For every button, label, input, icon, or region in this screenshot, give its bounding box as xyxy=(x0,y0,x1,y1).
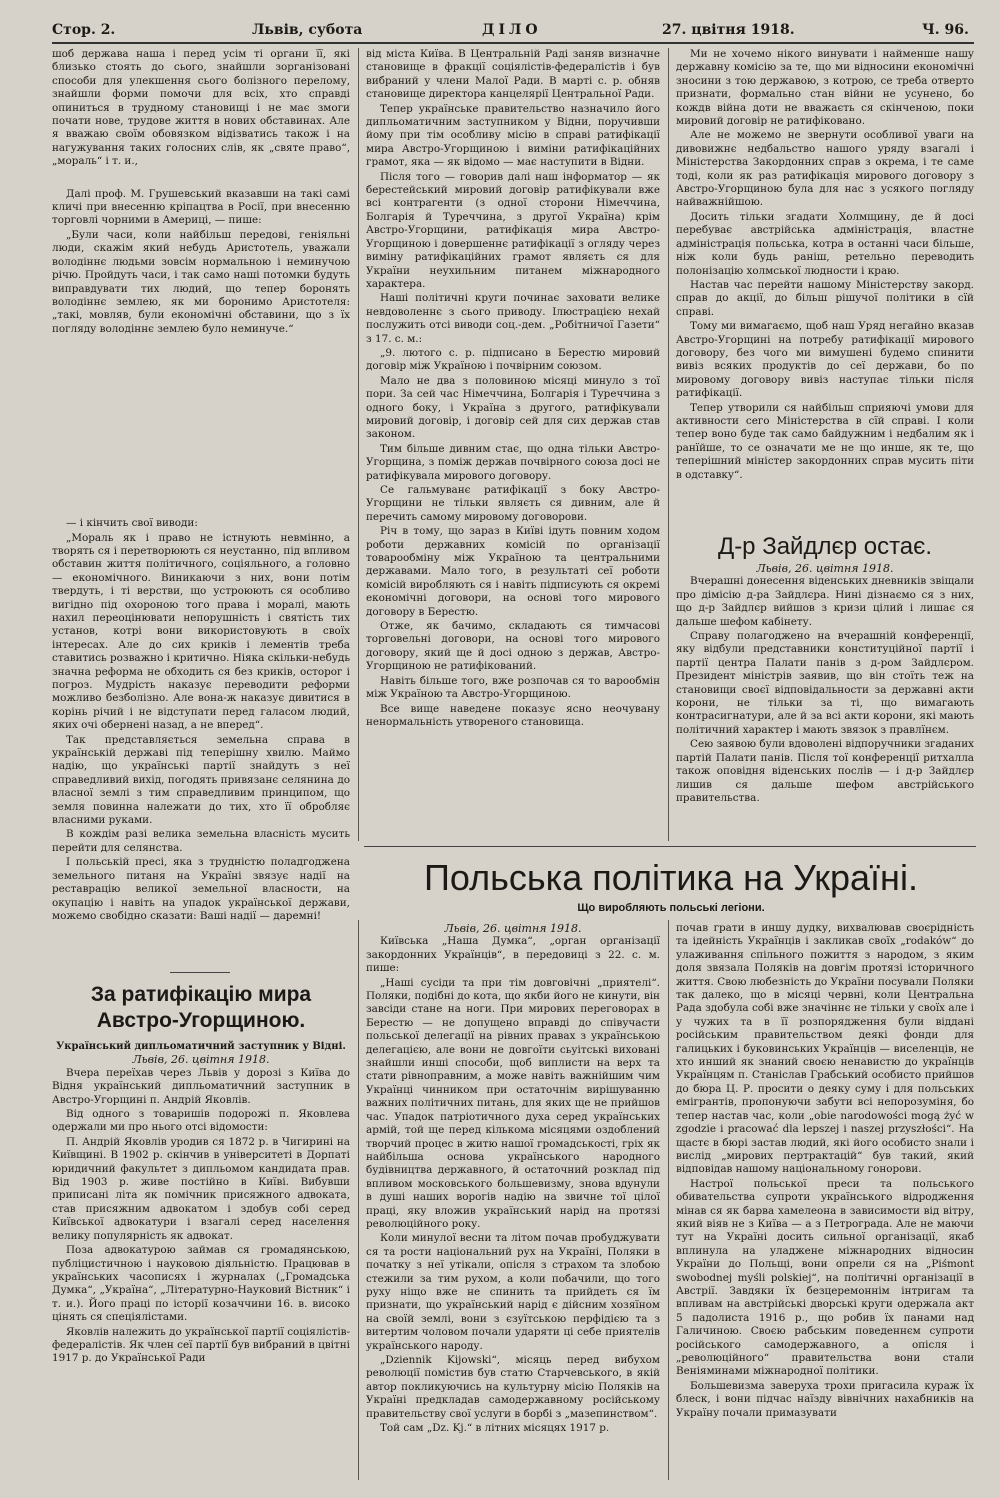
headline-polish-policy: Польська політика на Україні. xyxy=(424,857,918,898)
column-rule xyxy=(358,920,359,1480)
headline-seidler: Д-р Зайдлєр остає. xyxy=(717,533,933,560)
paragraph: Тепер утворили ся найбільш сприяючі умови для активности сего Міністерства в сїй справі. І коли тепер воно буде так само байдужним і недбалим як і ранїйше, то се означати ме не що инше, як те, що теперішний міністер закордонних справ мусить піти в одставку“. xyxy=(676,401,974,481)
column-polish-policy-2 xyxy=(676,922,974,1490)
subhead-ratification: Український дипльоматичний заступник у Відні. xyxy=(56,1041,346,1052)
paragraph: Настрої польської преси та польського обивательства супроти українського відродження мінав ся як барва хамелеона в зависимости від вітру, який віяв не з Київа — а з Петрограда. Але не маючи тут на Україні досить сильної організації, якаб вплинула на уладжене міжнародних відносин України до Польщі, вони опрели ся на „Piśmont swobodnej myśli polskiej“, на політичні організації в Австрії. Завдяки їх безцеремоннім інтригам та впливам на австрійські дворські круги одержала акт 5 падолиста 1916 р., що робив їх панами над Галичиною. Своєю рабським поведеннєм супроти російського самодержавного, а опісля і „революційного“ правительства вони стали Веніяминами міжнародної політики. xyxy=(676,1177,974,1378)
paragraph: „Були часи, коли найбільш передові, геніяльні люди, скажім який небудь Аристотель, уважали володіннє людьми зовсім нормальною і неминучою річю. Пройдуть часи, і так само наші потомки будуть виправдувати тих людий, що тепер боронять володіннє землею, як ми боронимо Аристотеля: „такі, мовляв, були економічні обставини, що з їх погляду володіннє землею було неминуче.“ xyxy=(52,228,350,335)
paragraph: Той сам „Dz. Kj.“ в літних місяцях 1917 р. xyxy=(380,1422,610,1435)
paragraph: „9. лютого с. р. підписано в Берестю мировий договір між Україною і почвірним союзом. xyxy=(366,346,660,373)
paragraph: Київська „Наша Думка“, „орган організації закордонних Українців“, в передовиці з 22. с. м. пише: xyxy=(366,935,660,975)
column-polish-policy-1 xyxy=(366,922,660,1490)
paragraph: Сею заявою були вдоволені відпоручники згаданих партій Палати панів. Після тої конференції ритхалла також оповідня віденських послів — і д-р Зайдлєр лишив ся дальше шефом австрійського правительства. xyxy=(676,738,974,804)
paragraph: Коли минулої весни та літом почав пробуджувати ся та рости національний рух на Україні, Поляки в початку з неї утікали, опісля з страхом та злобою стежили за тим рухом, а коли побачили, що того руху ніщо вже не спинить та прийдеть ся їм признати, що український нарід є дійсним хозяїном на своїй землі, вони з єзуїтською перфідією та з витертим чоловом почали ударяти ці себе приятелів українського народу. xyxy=(366,1232,660,1352)
paragraph: І польській пресі, яка з трудністю поладгоджена земельного питаня на Україні звязує надії на реставрацію великої земельної власности, на окупацію і навіть на упадок української держави, можемо свобідно сказати: Ваші надії — даремні! xyxy=(52,856,350,922)
column-rule xyxy=(668,920,669,1480)
column-rule xyxy=(668,48,669,841)
paragraph: Але не можемо не звернути особливої уваги на дивовижнє недбальство нашого уряду взагалі і Міністерства Закордонних справ з окрема, і те саме тоді, коли як раз ратифікація мирового договору з Австро-Угорщиною була для нас з усякого погляду найважнійшою. xyxy=(676,129,974,209)
paragraph: Річ в тому, що зараз в Київі ідуть повним ходом роботи державних комісій по організації товарообміну між Україною та центральними державами. Мало того, в результаті сеї роботи комісій виробляють ся і навіть підписують ся окремі економічні договори, на основі того мирового договору в Берестю. xyxy=(366,525,660,618)
paragraph: шоб держава наша і перед усім ті органи її, які близько стоять до сього, знайшли зорганізовані способи для улекшення сього болізного перелому, знайшли форми помочи для всіх, хто справді опиниться в трудному становищі і не має змоги почати нове, трудове життя в нових обставинах. Але я вважаю своїм обовязком відізватись також і на нагужування таких голосних слів, як „святе право“, „мораль“ і т. и., xyxy=(52,48,350,168)
paragraph: Вчерашні донесення віденських дневників звіщали про дімісію д-ра Зайдлєра. Нині дізнаємо ся з них, що д-р Зайдлєр вийшов з кризи цілий і лишає ся дальше шефом кабінету. xyxy=(676,575,974,628)
paragraph: „Наші сусіди та при тім довговічні „приятелі“. Поляки, подібні до кота, що якби його не кинути, він завсіди стане на ноги. При мирових переговорах в Берестю — не допущено вправді до співучасти польської делегації на рівних правах з українською делегацією, але вони не довгоїти сьуітські виховані знайшли инші способи, щоб виплисти на верх та стати рівноправним, а може навіть важнійшим чим Українці чинником при остаточнім вирішуванню важних політичних питань, для яких ще не прийшов час. Упадок патріотичного духа серед українських армій, той ще перед кількома місяцями оздоблений творчий процес в житю нашої громадськості, гріх як найбільша основа українського народного будівництва державного, й остаточний розклад під впливом московського большевизму, знова вдунули в душі наших ворогів надію на звичне тої цілої праці, яку вложив український нарід на протязі революційного року. xyxy=(366,976,660,1230)
paragraph: В кождім разі велика земельна власність мусить перейти для селянства. xyxy=(52,828,350,854)
article-seidler xyxy=(676,532,974,838)
column-ratification-continued xyxy=(366,48,660,838)
paragraph: почав грати в иншу дудку, вихвалював своєрідність та ідейність Українців і закликав своїх „rodaków“ до улаживання спільного пожиття з народом, з яким доля звязала Поляків на довгім протязі історичного життя. Свою любезність до України посували Поляки так далеко, що в місяці червні, коли Центральна Рада здобула собі вже значіннє не тільки у своїх але і у чужих та в її розпорядження були віддані російським правительством деякі фонди для галицьких і буковинських Українців — виселенців, не хто инший як знаний своєю ненавистю до українців Українцям п. Станіслав Грабський особисто прийшов до бюра Ц. Р. просити о деяку суму і для польських емігрантів, пропонуючи забути всі непорозуміня, бо тепер настав час, коли „obie narodowości mogą żyć w zgodzie i pracować dla lepszej i naszej przyszłości“. На щастє в бюрі застав людий, які його особисто знали і вислід „мирових пертрактацій“ був такий, який відповідав нашому національному гонорови. xyxy=(676,922,974,1176)
issue-number: Ч. 96. xyxy=(922,22,969,38)
paragraph: П. Андрій Яковлів уродив ся 1872 р. в Чигирині на Київщині. В 1902 р. скінчив в університеті в Дорпаті юридичний факультет з дипльомом кандидата прав. Від 1903 р. живе постійно в Київі. Вибувши приписані літа як помічник присяжного адвоката, став присяжним адвокатом і здобув собі серед Київської адвокатури і взагалі серед населення велику популярність як адвокат. xyxy=(52,1135,350,1242)
paragraph: Мало не два з половиною місяці минуло з тої пори. За сей час Німеччина, Болгарія і Туреччина з одного боку, і Україна з другого, ратифікували мировий договір, і договір сей для сих держав став законом. xyxy=(366,374,660,441)
place-day: Львів, субота xyxy=(252,22,363,38)
masthead xyxy=(52,20,974,44)
paragraph: Большевизма заверуха трохи пригасила кураж їх блеск, і вони підчас наїзду вівнічних нахабників на Україну почали примазувати xyxy=(676,1379,974,1419)
paragraph: „Dziennik Kijowski“, місяць перед вибухом революції помістив був статю Старчевського, в якій автор покликуючись на культурну місію Поляків на Україні предкладав самодержавному російському правительству свої услуги в борбі з „мазепинством“. xyxy=(366,1354,660,1420)
paragraph: Яковлів належить до української партії соціялістів-федералістів. Як член сеї партії був вибраний в цвітні 1917 р. до Української Ради xyxy=(52,1325,350,1365)
paragraph: Наші політичні круги починає заховати велике невдоволеннє з сього приводу. Ілюстрацією нехай послужить отсі виводи соц.-дем. „Робітничої Газети“ з 17. с. м.: xyxy=(366,292,660,345)
blank-space xyxy=(52,337,350,517)
column-ratification-end xyxy=(676,48,974,518)
paragraph: Досить тільки згадати Холмщину, де й досі перебуває австрійська адміністрація, властне адміністрація польська, котра в останні часи більше, ніж коли будь раніш, ретельно переводить полонізацію холмської людности і краю. xyxy=(676,210,974,277)
paragraph: Настав час перейти нашому Міністерству закорд. справ до акції, до більш рішучої політики в сїй справі. xyxy=(676,278,974,318)
paragraph: Від одного з товаришів подорожі п. Яковлева одержали ми про нього отсі відомости: xyxy=(52,1108,350,1134)
paragraph: Далі проф. М. Грушевський вказавши на такі самі кличі при внесенню кріпацтва в Росії, при внесенню торговлі чорними в Америці, — пише: xyxy=(52,187,350,227)
section-rule xyxy=(364,846,976,847)
paragraph: Справу полагоджено на вчерашній конференції, яку відбули представники конституційної партії і партії центра Палати панів з д-ром Зайдлєром. Президент міністрів заявив, що він стоїть теж на становищи своєї відповідальности за державні акти корони, не тільки за ті, що вимагають контрасигнатури, але й за всі акти корони, які мають політичний характер і мають звязок з правлїнєм. xyxy=(676,630,974,736)
article-ratification xyxy=(52,982,350,1490)
column-land-question xyxy=(52,48,350,983)
paragraph: Все вище наведене показує ясно неочувану ненормальність утвореного становища. xyxy=(366,702,660,728)
paragraph: — і кінчить свої виводи: xyxy=(66,517,198,530)
paragraph: Ми не хочемо нікого винувати і найменше нашу державну комісію за те, що ми відносини економічні зносини з тою державою, з котрою, се треба отверто признати, формально стан війни не усунено, бо кождв війна доти не вважаєть ся скінченою, поки мировий договір не ратифіковано. xyxy=(676,48,974,128)
paragraph: „Мораль як і право не істнують невмінно, а творять ся і перетворюють ся неустанно, під впливом обставин життя політичного, соціяльного, а головно — економічного. Виникаючи з них, вони потім твердуть, і ті верстви, що устроюють ся особливо вигідно під охороною того права і моралі, мають нахил переоцінювати непорушність і святість тих установ, котрі вони використовують в своїх інтересах. Але до сих криків і лементів треба ставитись розважно і критично. Ніяка скільки-небудь значна реформа не обходить ся без криків, осторог і погроз. Мудрість наказує переводити реформи можливо безболізно. Але вона-ж наказує дивитися в корінь річий і не відступати перед галасом людий, яких очі обернені назад, а не вперед“. xyxy=(52,531,350,732)
paragraph: Се гальмуванє ратифікації з боку Австро-Угорщини не тільки являєть ся дивним, але й перечить самому мировому договорови. xyxy=(366,484,660,523)
page-number: Стор. 2. xyxy=(52,22,116,38)
subhead-polish-policy: Що виробляють польські легіони. xyxy=(577,902,765,914)
column-rule xyxy=(358,48,359,841)
headline-ratification: За ратифікацію мира Австро-Угорщиною. xyxy=(90,983,312,1032)
paragraph: Тим більше дивним стає, що одна тільки Австро-Угорщина, з поміж держав почвірного союза досі не ратифікувала мирового договору. xyxy=(366,442,660,482)
paragraph: Тому ми вимагаємо, щоб наш Уряд негайно вказав Австро-Угорщині на потребу ратифікації мирового договору, без чого ми вимушені будемо спинити вивіз всяких продуктів до сеї держави, бо по мировому договору вивіз наступає тільки після ратифікації. xyxy=(676,320,974,400)
dateline-seidler: Львів, 26. цвітня 1918. xyxy=(756,562,894,575)
newspaper-title: ДІЛО xyxy=(482,22,542,38)
paragraph: від міста Київа. В Центральній Раді заняв визначне становище в фракції соціялістів-федералістів і був вибраний у члени Малої Ради. В марті с. р. обняв становище директора канцелярії Центральної Ради. xyxy=(366,48,660,101)
issue-date: 27. цвітня 1918. xyxy=(662,22,795,38)
paragraph: Навіть більше того, вже розпочав ся то варообмін між Україною та Австро-Угорщиною. xyxy=(366,674,660,701)
paragraph: Після того — говорив далі наш інформатор — як берестейський мировий договір ратифікували вже всі контрагенти (з одної сторони Німеччина, Болгарія й Туреччина, з другої Україна) крім Австро-Угорщини, ратифікація мира Австро-Угорщиною і довершеннє ратифікації з огляду через виміну ратифікаційних грамот являєть ся для України неухильним питанем міжнародного характера. xyxy=(366,170,660,290)
paragraph: Поза адвокатурою займав ся громадянською, публіцистичною і науковою діяльністю. Працював в українських часописях і журналах („Громадська Думка“, „Україна“, „Літературно-Науковий Вістник“ і т. и.). Його праці по історії козаччини 16. в. високо цінять ся спеціялістами. xyxy=(52,1244,350,1324)
dateline-ratification: Львів, 26. цвітня 1918. xyxy=(132,1053,270,1067)
paragraph: Так представляється земельна справа в українській державі під теперішну хвилю. Маймо надію, що українські партії знайдуть з неї справедливий вихід, погодять привязанє селянина до власної землі з тим справедливим принципом, що земля повинна належати до тих, хто її обробляє власними руками. xyxy=(52,733,350,827)
paragraph: Вчера переїхав через Львів у дорозі з Київа до Відня український дипльоматичний заступник в Австро-Угорщині п. Андрій Яковлів. xyxy=(52,1066,350,1106)
divider xyxy=(170,972,230,973)
paragraph: Тепер українське правительство назначило його дипльоматичним заступником у Відни, поручивши йому при тім особливу місію в справі ратифікації мира Австро-Угорщиною і виміни ратифікаційних грамот, яка — як відомо — має наступити в Відни. xyxy=(366,102,660,169)
dateline-polish-policy: Львів, 26. цвітня 1918. xyxy=(444,922,582,935)
paragraph: Отже, як бачимо, складають ся тимчасові торговельні договори, на основі того мирового договору, який ще й досі одною з держав, Австро-Угорщиною не ратифікований. xyxy=(366,620,660,673)
